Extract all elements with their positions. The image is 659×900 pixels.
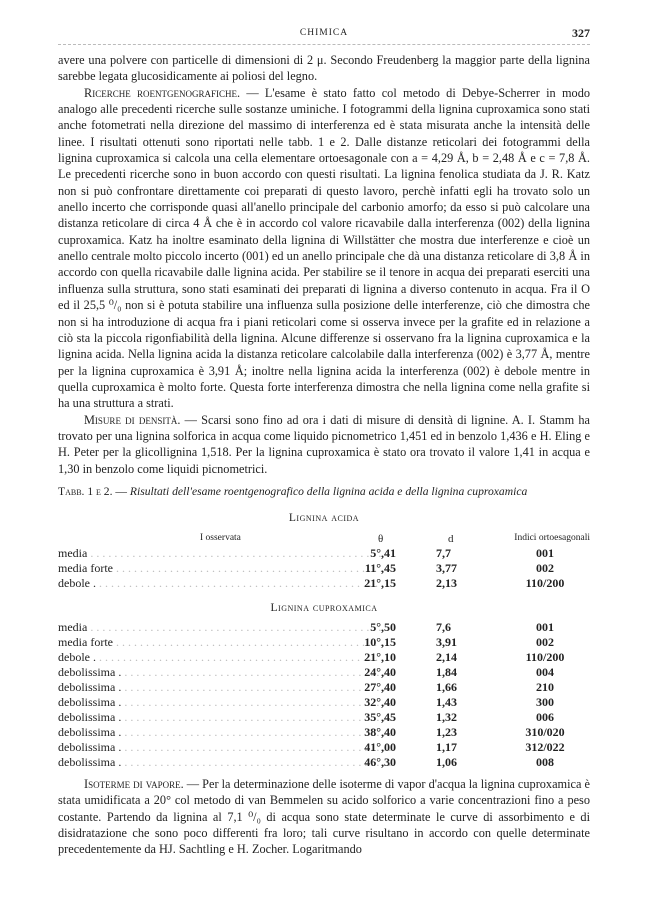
intensity-cell: media . . . (58, 620, 393, 635)
intensity-cell: debolissima . . . . (58, 680, 393, 695)
table-row (58, 635, 590, 650)
table-row (58, 695, 590, 710)
running-title: CHIMICA (299, 28, 349, 38)
indices-cell: 110/200 (525, 650, 565, 664)
table-header (58, 533, 590, 547)
body-text-lower (58, 776, 590, 858)
header-theta: θ (378, 533, 384, 545)
d-cell: 1,23 (436, 725, 457, 739)
d-cell: 1,32 (436, 710, 457, 724)
theta-cell: 5°,41 (370, 546, 396, 560)
indices-cell: 002 (536, 561, 554, 575)
intensity-cell: debolissima . . . . (58, 740, 393, 755)
indices-cell: 001 (536, 546, 554, 560)
table-row (58, 755, 590, 770)
intensity-cell: media forte . . . (58, 561, 393, 576)
d-cell: 7,6 (436, 620, 451, 634)
intensity-cell: debolissima . . . . (58, 755, 393, 770)
theta-cell: 21°,15 (364, 576, 396, 590)
d-cell: 3,91 (436, 635, 457, 649)
d-cell: 1,84 (436, 665, 457, 679)
theta-cell: 21°,10 (364, 650, 396, 664)
paragraph-text: — Per la determinazione delle isoterme di vapor d'acqua la lignina cuproxamica è stata umidificata a 20° col metodo di van Bemmelen su acido solforico a varie concentrazioni fino a peso costante. Partendo da lignina al 7,1 ⁰/₀ di acqua sono state determinate le curve di assorbimento e di disidratazione che sono poco differenti fra loro; tali curve risultano in accordo con quelle determinate precedentemente da HJ. Sachtling e H. Zocher. Logaritmando (58, 777, 590, 857)
indices-cell: 008 (536, 755, 554, 769)
intensity-cell: debole . . . . (58, 576, 393, 591)
body-text (58, 52, 590, 477)
intensity-cell: debolissima . . . . (58, 710, 393, 725)
table-row (58, 561, 590, 576)
section-lead: Isoterme di vapore. (84, 777, 184, 791)
indices-cell: 110/200 (525, 576, 565, 590)
theta-cell: 35°,45 (364, 710, 396, 724)
theta-cell: 41°,00 (364, 740, 396, 754)
theta-cell: 5°,50 (370, 620, 396, 634)
header-d: d (448, 533, 454, 545)
intensity-cell: debolissima . . . . (58, 725, 393, 740)
paragraph-text: — Scarsi sono fino ad ora i dati di misure di densità di lignine. A. I. Stamm ha trovato per una lignina solforica in acqua come liquido picnometrico 1,451 ed in benzolo 1,436 e H. Eling e H. Peter per la glicollignina 1,518. Per la lignina cuproxamica è stato ora trovato il valore 1,41 in acqua e 1,30 in benzolo come liquidi picnometrici. (58, 412, 590, 476)
d-cell: 1,17 (436, 740, 457, 754)
paragraph-text: — L'esame è stato fatto col metodo di Debye-Scherrer in modo analogo alle precedenti ricerche sulle sostanze uminiche. I fotogrammi della lignina cuproxamica sono stati anche fotometrati nella direzione del massimo di interferenza ed è stata misurata anche la intensità delle linee. I risultati ottenuti sono riportati nelle tabb. 1 e 2. Dalle distanze reticolari dei fotogrammi della lignina cuproxamica si calcola una cella elementare ortoesagonale con a = 4,29 Å, b = 2,48 Å e c = 7,8 Å. Le precedenti ricerche sono in buon accordo con questi risultati. La lignina fenolica studiata da J. R. Katz non si può confrontare direttamente coi preparati di questo lavoro, perchè infatti egli ha trovato solo un anello incerto che corrisponde quasi all'anello principale del carbonio amorfo; da esso si può calcolare una distanza reticolare di circa 4 Å che è in accordo col valore ricavabile dalla interferenza (002) della lignina cuproxamica. Katz ha inoltre esaminato della lignina di Willstätter che mostra due interferenze e cioè un anello centrale molto piccolo incerto (001) ed un anello principale che dà una distanza reticolare di 3,8 Å in accordo con quella ricavabile dalle lignina acida. Per stabilire se il tenore in acqua dei preparati eserciti una influenza sulla struttura, sono stati esaminati dei preparati di lignina a diverso contenuto in acqua. Fra il O ed il 25,5 ⁰/₀ non si è potuta stabilire una influenza sulla posizione delle interferenze, ciò che dimostra che non si ha introduzione di acqua fra i piani reticolari come si osserva invece per la grafite ed in relazione a ciò sta la piccola rigonfiabilità della lignina. Alcune differenze si osservano fra la lignina cuproxamica e la lignina acida. Nella lignina acida la distanza reticolare calcolabile dalla interferenza (002) è 3,77 Å, mentre per la lignina cuproxamica è 3,91 Å; inoltre nella lignina acida la interferenza (002) è debole mentre in quella cuproxamica è molto forte. Questa forte interferenza dimostra che nella lignina come nella grafite si ha una struttura a strati. (58, 85, 590, 411)
running-header (58, 26, 590, 40)
indices-cell: 312/022 (525, 740, 565, 754)
d-cell: 1,43 (436, 695, 457, 709)
table-row (58, 710, 590, 725)
intensity-cell: media . . . (58, 546, 393, 561)
theta-cell: 38°,40 (364, 725, 396, 739)
table-lignina-acida (58, 546, 590, 591)
table-lignina-cuproxamica (58, 620, 590, 770)
table-row (58, 680, 590, 695)
theta-cell: 32°,40 (364, 695, 396, 709)
paragraph-density (58, 412, 590, 477)
d-cell: 3,77 (436, 561, 457, 575)
table-title-cuproxamica: Lignina cuproxamica (270, 602, 378, 614)
table-row (58, 620, 590, 635)
intensity-cell: debole . . . . (58, 650, 393, 665)
d-cell: 1,06 (436, 755, 457, 769)
section-lead: Misure di densità. (84, 412, 181, 427)
paragraph-roentgen (58, 85, 590, 412)
indices-cell: 006 (536, 710, 554, 724)
header-rule (58, 44, 590, 45)
paragraph-text: avere una polvere con particelle di dimensioni di 2 μ. Secondo Freudenberg la maggior parte della lignina sarebbe legata glucosidicamente ai poliosi del legno. (58, 53, 590, 84)
caption-lead: Tabb. 1 e 2. (58, 485, 113, 498)
theta-cell: 46°,30 (364, 755, 396, 769)
indices-cell: 300 (536, 695, 554, 709)
indices-cell: 310/020 (525, 725, 565, 739)
table-row (58, 665, 590, 680)
header-indices: Indici ortoesagonali (514, 533, 590, 543)
paragraph (58, 52, 590, 85)
theta-cell: 10°,15 (364, 635, 396, 649)
indices-cell: 002 (536, 635, 554, 649)
theta-cell: 27°,40 (364, 680, 396, 694)
caption-dash: — (112, 485, 130, 498)
indices-cell: 001 (536, 620, 554, 634)
indices-cell: 004 (536, 665, 554, 679)
indices-cell: 210 (536, 680, 554, 694)
table-caption (58, 485, 598, 498)
caption-text: Risultati dell'esame roentgenografico della lignina acida e della lignina cuproxamica (129, 485, 528, 498)
table-row (58, 650, 590, 665)
intensity-cell: debolissima . . . . (58, 665, 393, 680)
intensity-cell: debolissima . . . . (58, 695, 393, 710)
d-cell: 7,7 (436, 546, 451, 560)
table-title-acida: Lignina acida (288, 512, 360, 524)
section-lead: Ricerche roentgenografiche. (84, 85, 241, 100)
table-row (58, 725, 590, 740)
paragraph-isoterme (58, 776, 590, 858)
page-number: 327 (572, 26, 590, 40)
table-row (58, 546, 590, 561)
d-cell: 2,14 (436, 650, 457, 664)
table-row (58, 576, 590, 591)
d-cell: 1,66 (436, 680, 457, 694)
intensity-cell: media forte . . . (58, 635, 393, 650)
theta-cell: 24°,40 (364, 665, 396, 679)
d-cell: 2,13 (436, 576, 457, 590)
header-intensity: I osservata (200, 533, 241, 543)
theta-cell: 11°,45 (364, 561, 396, 575)
table-row (58, 740, 590, 755)
